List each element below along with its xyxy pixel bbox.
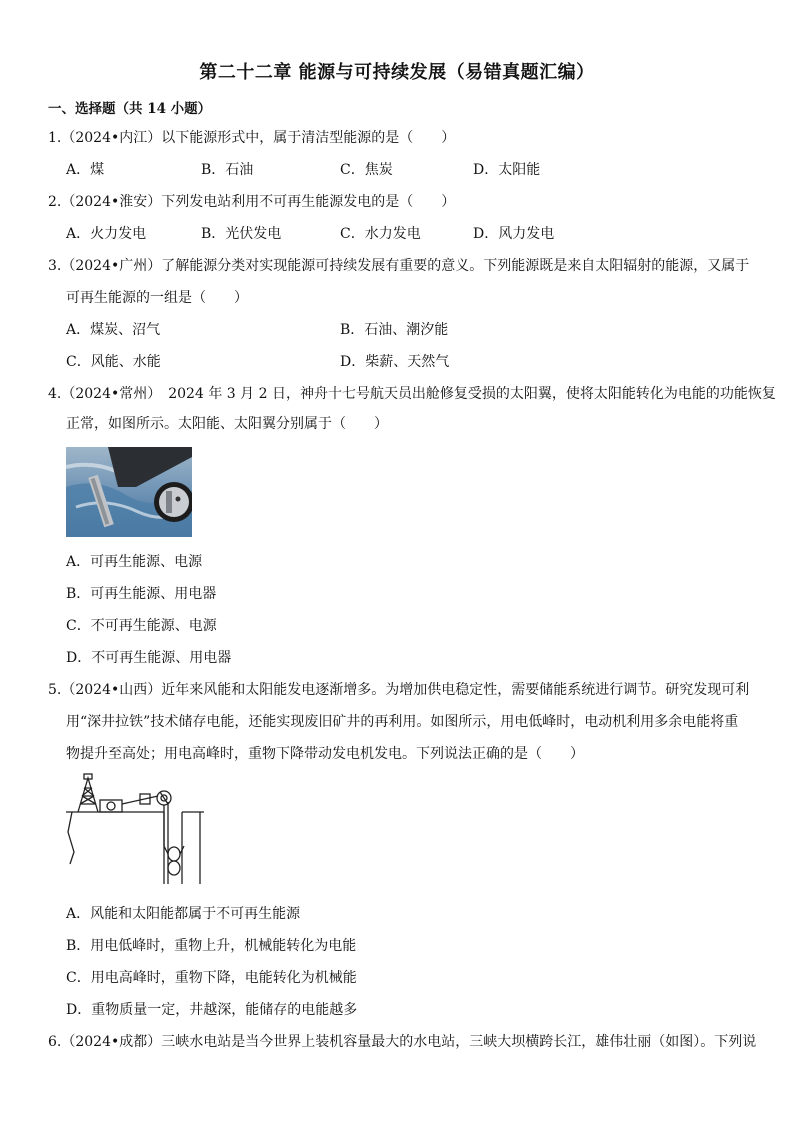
question-4-option-b: B．可再生能源、用电器 bbox=[66, 586, 217, 602]
question-3-option-b: B．石油、潮汐能 bbox=[340, 322, 449, 338]
question-3-option-c: C．风能、水能 bbox=[66, 354, 161, 370]
question-5-option-a: A．风能和太阳能都属于不可再生能源 bbox=[66, 906, 301, 922]
section-heading: 一、选择题（共 14 小题） bbox=[48, 101, 212, 117]
question-4-option-d: D．不可再生能源、用电器 bbox=[66, 650, 232, 666]
question-1-stem: 1.（2024•内江）以下能源形式中，属于清洁型能源的是（ ） bbox=[48, 130, 456, 146]
question-5-stem-line-1: 5.（2024•山西）近年来风能和太阳能发电逐渐增多。为增加供电稳定性，需要储能系统进行调节。研究发现可利 bbox=[48, 682, 750, 698]
question-5-stem-line-2: 用“深井拉铁”技术储存电能，还能实现废旧矿井的再利用。如图所示，用电低峰时，电动机利用多余电能将重 bbox=[66, 714, 739, 730]
question-1-option-d: D．太阳能 bbox=[473, 162, 541, 178]
question-4-option-a: A．可再生能源、电源 bbox=[66, 554, 203, 570]
question-6-stem-line-1: 6.（2024•成都）三峡水电站是当今世界上装机容量最大的水电站，三峡大坝横跨长江，雄伟壮丽（如图）。下列说 bbox=[48, 1034, 757, 1050]
question-2-option-c: C．水力发电 bbox=[340, 226, 421, 242]
question-3-option-a: A．煤炭、沼气 bbox=[66, 322, 161, 338]
question-3-stem-line-2: 可再生能源的一组是（ ） bbox=[66, 290, 248, 306]
question-2-stem: 2.（2024•淮安）下列发电站利用不可再生能源发电的是（ ） bbox=[48, 194, 456, 210]
question-5-option-d: D．重物质量一定，井越深，能储存的电能越多 bbox=[66, 1002, 358, 1018]
question-4-stem-line-1: 4.（2024•常州） 2024 年 3 月 2 日，神舟十七号航天员出舱修复受损的太阳翼，使将太阳能转化为电能的功能恢复 bbox=[48, 386, 776, 402]
question-1-option-b: B．石油 bbox=[201, 162, 254, 178]
question-5-stem-line-3: 物提升至高处；用电高峰时，重物下降带动发电机发电。下列说法正确的是（ ） bbox=[66, 746, 584, 762]
question-2-option-a: A．火力发电 bbox=[66, 226, 147, 242]
question-1-option-a: A．煤 bbox=[66, 162, 105, 178]
deep-well-iron-lifting-diagram bbox=[64, 772, 204, 888]
question-4-option-c: C．不可再生能源、电源 bbox=[66, 618, 217, 634]
question-3-stem-line-1: 3.（2024•广州）了解能源分类对实现能源可持续发展有重要的意义。下列能源既是来自太阳辐射的能源，又属于 bbox=[48, 258, 750, 274]
question-4-stem-line-2: 正常，如图所示。太阳能、太阳翼分别属于（ ） bbox=[66, 416, 388, 432]
space-solar-wing-photo bbox=[66, 447, 192, 537]
question-3-option-d: D．柴薪、天然气 bbox=[340, 354, 450, 370]
page-title: 第二十二章 能源与可持续发展（易错真题汇编） bbox=[199, 62, 595, 83]
question-1-option-c: C．焦炭 bbox=[340, 162, 393, 178]
question-5-option-b: B．用电低峰时，重物上升，机械能转化为电能 bbox=[66, 938, 357, 954]
question-2-option-d: D．风力发电 bbox=[473, 226, 555, 242]
question-2-option-b: B．光伏发电 bbox=[201, 226, 282, 242]
question-5-option-c: C．用电高峰时，重物下降，电能转化为机械能 bbox=[66, 970, 357, 986]
